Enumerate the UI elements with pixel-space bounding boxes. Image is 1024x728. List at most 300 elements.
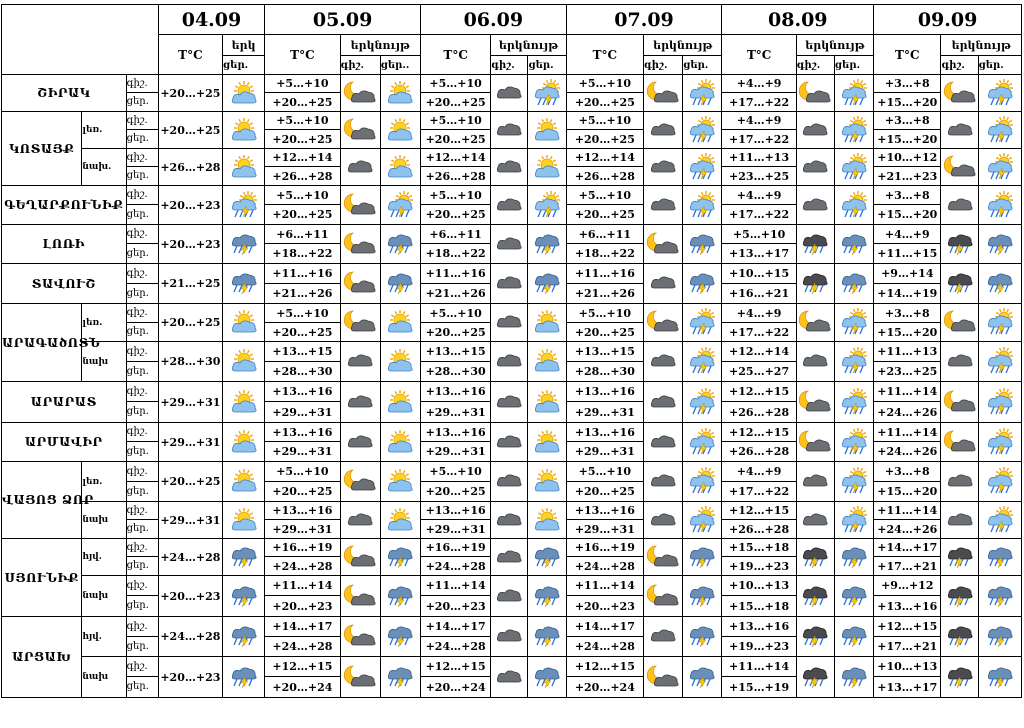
temp-night: +9…+14: [874, 264, 941, 284]
day-label: ցեր.: [126, 442, 158, 462]
forecast-row: [2, 423, 1022, 442]
temp-night: +10…+12: [874, 149, 941, 167]
temp-day: +26…+28: [265, 167, 340, 186]
temp-night: +11…+14: [566, 576, 643, 596]
dark-cloud-icon: [494, 117, 524, 144]
temp-day: +18…+22: [566, 244, 643, 264]
sun-rain-cloud-icon: [839, 117, 869, 144]
sun-rain-cloud-icon: [985, 348, 1015, 375]
temp-day-04: +20…+25: [158, 304, 222, 342]
rain-cloud-icon: [985, 270, 1015, 297]
temp-day: +19…+23: [722, 637, 796, 657]
day-icon-cell: [528, 423, 566, 462]
night-icon-cell: [491, 75, 528, 112]
temp-night: +16…+19: [265, 539, 340, 557]
night-icon-cell: [941, 149, 978, 186]
rain-cloud-icon: [532, 270, 562, 297]
region-name: ԼՈՌԻ: [2, 225, 127, 264]
thunderstorm-cloud-icon: [800, 583, 830, 610]
day-icon-cell: [834, 657, 873, 698]
moon-cloud-icon: [345, 623, 375, 650]
day-icon-cell: [834, 225, 873, 264]
temp-night: +14…+17: [874, 539, 941, 557]
night-icon-cell: [340, 342, 380, 382]
rain-cloud-icon: [985, 583, 1015, 610]
night-icon-cell: [644, 264, 683, 304]
temp-day: +18…+22: [420, 244, 490, 264]
forecast-row: [2, 112, 1022, 130]
temp-night: +12…+15: [722, 423, 796, 442]
sun-rain-cloud-icon: [839, 309, 869, 336]
rain-cloud-icon: [532, 231, 562, 258]
sun-cloud-icon: [229, 348, 259, 375]
sun-cloud-icon: [229, 154, 259, 181]
subregion-label: լեռ.: [82, 304, 126, 342]
temp-day: +19…+23: [722, 557, 796, 576]
temp-night: +12…+15: [722, 382, 796, 402]
sun-rain-cloud-icon: [687, 192, 717, 219]
dark-cloud-icon: [800, 154, 830, 181]
region-name: ՇԻՐԱԿ: [2, 75, 127, 112]
night-icon-cell: [340, 112, 380, 149]
night-label: գիշ.: [126, 462, 158, 482]
night-icon-cell: [796, 149, 834, 186]
night-icon-cell: [941, 382, 978, 423]
day-icon-cell: [380, 382, 420, 423]
temp-night: +16…+19: [566, 539, 643, 557]
day-icon-cell: [834, 149, 873, 186]
temp-day: +14…+19: [874, 284, 941, 304]
sun-cloud-icon: [385, 389, 415, 416]
sun-rain-cloud-icon: [985, 468, 1015, 495]
sun-rain-cloud-icon: [839, 80, 869, 107]
day-header: ցեր.: [683, 56, 722, 75]
night-icon-cell: [941, 617, 978, 657]
moon-cloud-icon: [648, 231, 678, 258]
dark-cloud-icon: [648, 348, 678, 375]
temp-day: +18…+22: [265, 244, 340, 264]
day-icon-cell: [834, 304, 873, 342]
rain-cloud-icon: [229, 544, 259, 571]
moon-cloud-icon: [345, 468, 375, 495]
temp-day: +15…+19: [722, 677, 796, 698]
sun-rain-cloud-icon: [687, 468, 717, 495]
date-05.09: 05.09: [265, 5, 421, 35]
temp-day: +20…+25: [566, 482, 643, 502]
night-icon-cell: [644, 382, 683, 423]
region-name: ՏԱՎՈՒՇ: [2, 264, 127, 304]
temp-day-04: +20…+25: [158, 112, 222, 149]
temp-day-04: +20…+25: [158, 75, 222, 112]
temp-day-04: +20…+23: [158, 576, 222, 617]
temp-night: +12…+15: [265, 657, 340, 677]
dark-cloud-icon: [648, 389, 678, 416]
day-icon-cell: [528, 576, 566, 617]
temp-day: +17…+21: [874, 557, 941, 576]
night-icon-cell: [941, 304, 978, 342]
temp-night: +5…+10: [566, 186, 643, 205]
day-label: ցեր.: [126, 93, 158, 112]
forecast-row: [2, 576, 1022, 596]
temp-night: +13…+16: [722, 617, 796, 637]
sun-rain-cloud-icon: [985, 192, 1015, 219]
temp-night: +5…+10: [566, 462, 643, 482]
temp-day: +20…+23: [420, 596, 490, 617]
temp-day: +21…+23: [874, 167, 941, 186]
day-icon-cell: [683, 502, 722, 539]
temp-night: +12…+14: [265, 149, 340, 167]
moon-cloud-icon: [945, 309, 975, 336]
sun-cloud-icon: [385, 429, 415, 456]
thunderstorm-cloud-icon: [800, 623, 830, 650]
thunderstorm-cloud-icon: [800, 664, 830, 691]
temp-header: T°C: [722, 35, 796, 75]
night-label: գիշ.: [126, 539, 158, 557]
sun-rain-cloud-icon: [839, 154, 869, 181]
rain-cloud-icon: [687, 664, 717, 691]
dark-cloud-icon: [648, 117, 678, 144]
temp-day: +15…+20: [874, 482, 941, 502]
day-icon-cell: [380, 502, 420, 539]
night-icon-cell: [340, 225, 380, 264]
sun-cloud-icon: [385, 507, 415, 534]
night-icon-cell: [644, 149, 683, 186]
dark-cloud-icon: [945, 348, 975, 375]
rain-cloud-icon: [839, 270, 869, 297]
night-icon-cell: [340, 423, 380, 462]
sun-rain-cloud-icon: [385, 192, 415, 219]
moon-cloud-icon: [800, 389, 830, 416]
forecast-row: [2, 617, 1022, 637]
day-icon-cell: [834, 186, 873, 225]
temp-day: +29…+31: [265, 442, 340, 462]
temp-day: +15…+20: [874, 93, 941, 112]
rain-cloud-icon: [985, 231, 1015, 258]
day-icon-cell: [683, 186, 722, 225]
temp-night: +11…+14: [874, 382, 941, 402]
temp-day: +20…+25: [265, 205, 340, 225]
thunderstorm-cloud-icon: [800, 231, 830, 258]
temp-day: +26…+28: [566, 167, 643, 186]
night-icon-cell: [340, 657, 380, 698]
temp-day-04: +21…+25: [158, 264, 222, 304]
day-label: ցեր.: [126, 167, 158, 186]
rain-cloud-icon: [985, 664, 1015, 691]
temp-day: +21…+26: [265, 284, 340, 304]
rain-cloud-icon: [687, 270, 717, 297]
temp-day: +28…+30: [420, 362, 490, 382]
icon-cell-04: [223, 264, 265, 304]
subregion-label: լեռ.: [82, 462, 126, 502]
dark-cloud-icon: [648, 429, 678, 456]
temp-day: +20…+23: [566, 596, 643, 617]
thunderstorm-cloud-icon: [945, 231, 975, 258]
sun-cloud-icon: [385, 117, 415, 144]
temp-day: +16…+21: [722, 284, 796, 304]
night-label: գիշ.: [126, 112, 158, 130]
day-icon-cell: [528, 539, 566, 576]
day-icon-cell: [683, 382, 722, 423]
sun-cloud-icon: [385, 468, 415, 495]
temp-day: +24…+26: [874, 402, 941, 423]
temp-day: +17…+22: [722, 323, 796, 342]
day-label: ցեր.: [126, 596, 158, 617]
temp-night: +15…+18: [722, 539, 796, 557]
dark-cloud-icon: [945, 117, 975, 144]
dark-cloud-icon: [494, 154, 524, 181]
dark-cloud-icon: [494, 389, 524, 416]
moon-cloud-icon: [945, 389, 975, 416]
moon-cloud-icon: [800, 309, 830, 336]
day-icon-cell: [683, 657, 722, 698]
date-09.09: 09.09: [874, 5, 1022, 35]
date-04.09: 04.09: [158, 5, 264, 35]
dark-cloud-icon: [345, 154, 375, 181]
night-icon-cell: [491, 502, 528, 539]
night-icon-cell: [644, 225, 683, 264]
sun-rain-cloud-icon: [687, 507, 717, 534]
rain-cloud-icon: [985, 623, 1015, 650]
temp-header: T°C: [874, 35, 941, 75]
day-icon-cell: [683, 342, 722, 382]
day-icon-cell: [380, 112, 420, 149]
dark-cloud-icon: [494, 583, 524, 610]
night-icon-cell: [491, 462, 528, 502]
temp-day: +20…+25: [420, 93, 490, 112]
day-icon-cell: [978, 264, 1021, 304]
night-icon-cell: [796, 264, 834, 304]
night-label: գիշ.: [126, 304, 158, 323]
rain-cloud-icon: [229, 270, 259, 297]
temp-night: +13…+16: [566, 382, 643, 402]
rain-cloud-icon: [385, 623, 415, 650]
temp-night: +5…+10: [420, 112, 490, 130]
night-icon-cell: [340, 304, 380, 342]
rain-cloud-icon: [687, 231, 717, 258]
temp-day: +24…+28: [265, 637, 340, 657]
temp-night: +5…+10: [265, 304, 340, 323]
dark-cloud-icon: [494, 468, 524, 495]
night-icon-cell: [941, 342, 978, 382]
region-name: ԱՐԱՐԱՏ: [2, 382, 127, 423]
temp-day: +20…+24: [265, 677, 340, 698]
temp-day: +29…+31: [420, 402, 490, 423]
night-icon-cell: [644, 75, 683, 112]
temp-night: +5…+10: [566, 112, 643, 130]
subregion-label: նախ: [82, 576, 126, 617]
temp-day: +26…+28: [722, 520, 796, 539]
day-icon-cell: [380, 576, 420, 617]
night-icon-cell: [491, 382, 528, 423]
icon-cell-04: [223, 576, 265, 617]
temp-day: +17…+22: [722, 205, 796, 225]
temp-night: +5…+10: [265, 75, 340, 93]
icon-cell-04: [223, 502, 265, 539]
night-icon-cell: [491, 264, 528, 304]
icon-cell-04: [223, 462, 265, 502]
day-icon-cell: [683, 112, 722, 149]
day-icon-cell: [978, 149, 1021, 186]
icon-cell-04: [223, 382, 265, 423]
moon-cloud-icon: [345, 270, 375, 297]
sun-cloud-icon: [532, 468, 562, 495]
temp-night: +11…+16: [566, 264, 643, 284]
sun-rain-cloud-icon: [687, 309, 717, 336]
night-icon-cell: [644, 423, 683, 462]
temp-night: +14…+17: [566, 617, 643, 637]
temp-day: +20…+25: [420, 205, 490, 225]
temp-night: +5…+10: [420, 186, 490, 205]
night-label: գիշ.: [126, 225, 158, 244]
weather-header: երկնույթ: [941, 35, 1022, 56]
night-icon-cell: [644, 539, 683, 576]
night-icon-cell: [644, 576, 683, 617]
region-name: ԱՐԱԳԱծՈՏՆ: [2, 304, 82, 382]
day-icon-cell: [380, 75, 420, 112]
temp-day-04: +20…+23: [158, 225, 222, 264]
day-icon-cell: [834, 382, 873, 423]
temp-day: +24…+28: [566, 637, 643, 657]
rain-cloud-icon: [385, 270, 415, 297]
temp-day: +20…+25: [420, 482, 490, 502]
rain-cloud-icon: [687, 583, 717, 610]
forecast-row: [2, 502, 1022, 520]
sun-rain-cloud-icon: [687, 389, 717, 416]
forecast-row: [2, 186, 1022, 205]
day-icon-cell: [978, 342, 1021, 382]
sun-rain-cloud-icon: [839, 507, 869, 534]
region-name: ԿՈՏԱՅՔ: [2, 112, 82, 186]
dark-cloud-icon: [945, 192, 975, 219]
temp-day: +26…+28: [722, 402, 796, 423]
day-icon-cell: [380, 423, 420, 462]
temp-night: +5…+10: [420, 75, 490, 93]
night-icon-cell: [941, 576, 978, 617]
thunderstorm-cloud-icon: [945, 544, 975, 571]
thunderstorm-cloud-icon: [800, 544, 830, 571]
sun-cloud-icon: [385, 154, 415, 181]
forecast-row: [2, 342, 1022, 362]
dark-cloud-icon: [800, 468, 830, 495]
temp-day-04: +24…+28: [158, 539, 222, 576]
forecast-row: [2, 264, 1022, 284]
day-label: ցեր.: [126, 557, 158, 576]
temp-night: +4…+9: [722, 112, 796, 130]
temp-header: T°C: [265, 35, 340, 75]
temp-night: +12…+14: [420, 149, 490, 167]
forecast-row: [2, 225, 1022, 244]
sun-cloud-icon: [532, 117, 562, 144]
sun-rain-cloud-icon: [985, 309, 1015, 336]
temp-day: +17…+21: [874, 637, 941, 657]
day-icon-cell: [683, 617, 722, 657]
temp-day: +21…+26: [420, 284, 490, 304]
night-label: գիշ.: [126, 342, 158, 362]
sun-cloud-icon: [532, 309, 562, 336]
weather-header: երկ: [223, 35, 265, 56]
night-icon-cell: [941, 75, 978, 112]
temp-day: +24…+28: [566, 557, 643, 576]
day-icon-cell: [978, 539, 1021, 576]
night-icon-cell: [796, 462, 834, 502]
day-label: ցեր.: [126, 130, 158, 149]
temp-day: +24…+26: [874, 520, 941, 539]
day-icon-cell: [380, 342, 420, 382]
region-name: ՍՅՈՒՆԻՔ: [2, 539, 82, 617]
subregion-label: հյվ.: [82, 539, 126, 576]
rain-cloud-icon: [229, 583, 259, 610]
day-label: ցեր.: [126, 205, 158, 225]
day-icon-cell: [683, 576, 722, 617]
day-label: ցեր.: [126, 402, 158, 423]
night-icon-cell: [491, 225, 528, 264]
thunderstorm-cloud-icon: [945, 583, 975, 610]
temp-day: +29…+31: [265, 520, 340, 539]
day-icon-cell: [528, 462, 566, 502]
night-icon-cell: [491, 186, 528, 225]
dark-cloud-icon: [345, 348, 375, 375]
dark-cloud-icon: [494, 270, 524, 297]
day-icon-cell: [834, 75, 873, 112]
temp-night: +11…+14: [874, 423, 941, 442]
sun-rain-cloud-icon: [687, 154, 717, 181]
sun-cloud-icon: [229, 117, 259, 144]
night-icon-cell: [941, 225, 978, 264]
temp-night: +13…+16: [420, 423, 490, 442]
night-icon-cell: [491, 576, 528, 617]
temp-day: +13…+16: [874, 596, 941, 617]
rain-cloud-icon: [532, 664, 562, 691]
day-icon-cell: [528, 617, 566, 657]
temp-night: +13…+15: [420, 342, 490, 362]
night-icon-cell: [491, 304, 528, 342]
night-icon-cell: [340, 149, 380, 186]
dark-cloud-icon: [648, 192, 678, 219]
sun-cloud-icon: [532, 389, 562, 416]
temp-night: +13…+16: [420, 382, 490, 402]
night-icon-cell: [941, 462, 978, 502]
day-label: ցեր.: [126, 323, 158, 342]
sun-rain-cloud-icon: [687, 117, 717, 144]
sun-rain-cloud-icon: [839, 389, 869, 416]
sun-cloud-icon: [385, 80, 415, 107]
moon-cloud-icon: [345, 80, 375, 107]
night-header: գիշ.: [340, 56, 380, 75]
dark-cloud-icon: [494, 192, 524, 219]
temp-day: +20…+25: [420, 323, 490, 342]
day-icon-cell: [978, 112, 1021, 149]
header-dates-row: [2, 5, 1022, 35]
icon-cell-04: [223, 75, 265, 112]
sun-rain-cloud-icon: [687, 429, 717, 456]
moon-cloud-icon: [345, 117, 375, 144]
temp-night: +13…+16: [265, 382, 340, 402]
temp-day: +23…+25: [874, 362, 941, 382]
dark-cloud-icon: [800, 117, 830, 144]
temp-day: +29…+31: [420, 442, 490, 462]
temp-day: +20…+25: [566, 323, 643, 342]
temp-day: +26…+28: [722, 442, 796, 462]
temp-day: +24…+26: [874, 442, 941, 462]
night-icon-cell: [340, 617, 380, 657]
dark-cloud-icon: [494, 623, 524, 650]
sun-rain-cloud-icon: [839, 348, 869, 375]
moon-cloud-icon: [345, 231, 375, 258]
temp-day: +29…+31: [566, 520, 643, 539]
sun-rain-cloud-icon: [985, 80, 1015, 107]
night-icon-cell: [796, 576, 834, 617]
dark-cloud-icon: [494, 664, 524, 691]
